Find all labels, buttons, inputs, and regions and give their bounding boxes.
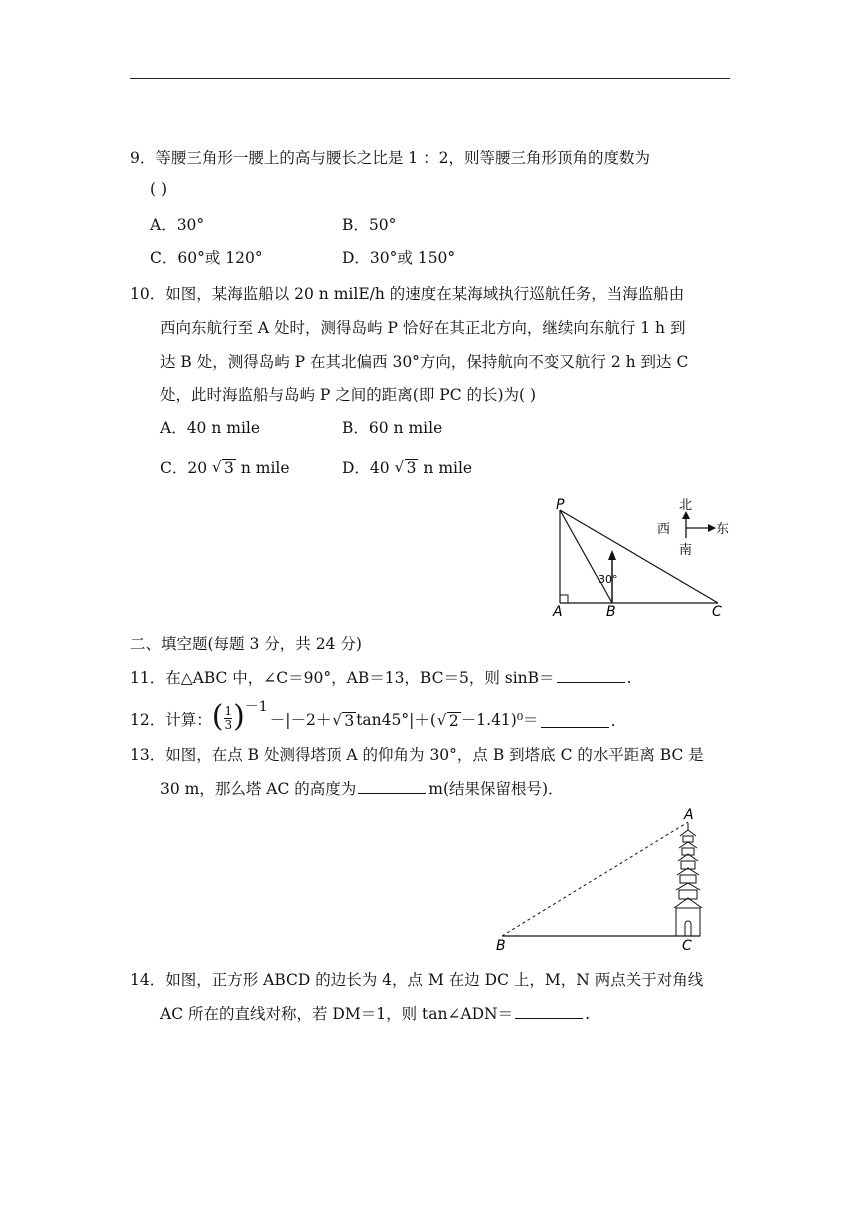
q9-option-d: D．30°或 150° [342,249,456,267]
sqrt-symbol: √ 3 [405,459,419,477]
q9-option-a: A．30° [150,216,205,234]
answer-blank [358,779,426,794]
angle-label: 30° [598,573,618,586]
point-b-label: B [606,604,616,620]
svg-text:北: 北 [679,498,693,513]
top-rule [130,78,730,79]
q10-stem-line4: 处，此时海监船与岛屿 P 之间的距离(即 PC 的长)为( ) [160,386,537,404]
q10-option-b: B．60 n mile [342,419,443,437]
q10-figure [540,492,740,622]
q14-stem-line2: AC 所在的直线对称，若 DM＝1，则 tan∠ADN＝ . [160,1005,591,1023]
q9-option-b: B．50° [342,216,397,234]
q9-option-c: C．60°或 120° [150,249,263,267]
answer-blank [557,668,625,683]
point-c-label: C [682,938,692,954]
sqrt-symbol: √ 3 [222,459,236,477]
section-heading: 二、填空题(每题 3 分，共 24 分) [130,635,362,653]
svg-text:南: 南 [679,543,693,558]
svg-text:西: 西 [657,522,671,537]
point-p-label: P [556,497,565,513]
point-b-label: B [496,938,506,954]
q10-option-c: C．20 √ 3 n mile [160,456,290,478]
point-c-label: C [712,604,722,620]
svg-text:东: 东 [716,522,730,537]
q9-answer-paren: ( ) [150,180,168,198]
q9-stem: 9．等腰三角形一腰上的高与腰长之比是 1 ：2，则等腰三角形顶角的度数为 [130,149,650,167]
q13-stem-line1: 13．如图，在点 B 处测得塔顶 A 的仰角为 30°，点 B 到塔底 C 的水平距离 BC 是 [130,746,704,764]
pagoda-icon [674,823,702,936]
q10-stem-line3: 达 B 处，测得岛屿 P 在其北偏西 30°方向，保持航向不变又航行 2 h 到达 C [160,353,689,371]
q10-stem-line1: 10．如图，某海监船以 20 n milE/h 的速度在某海域执行巡航任务，当海监船由 [130,285,685,303]
q13-figure [490,808,710,956]
answer-blank [541,713,609,728]
q12: 12．计算： ( $\frac{1}{3}$ ) －1 －|－2＋ √ 3 tan45°|＋( √ 2 －1.41)⁰＝ . [130,696,616,732]
q14-stem-line1: 14．如图，正方形 ABCD 的边长为 4，点 M 在边 DC 上，M，N 两点关于对角线 [130,971,704,989]
q10-option-a: A．40 n mile [160,419,261,437]
point-a-label: A [553,604,563,620]
point-a-label: A [684,808,694,823]
compass-icon [657,498,729,558]
q13-stem-line2: 30 m，那么塔 AC 的高度为 m(结果保留根号)． [160,780,564,798]
answer-blank [515,1004,583,1019]
q10-stem-line2: 西向东航行至 A 处时，测得岛屿 P 恰好在其正北方向，继续向东航行 1 h 到 [160,319,686,337]
q11: 11．在△ABC 中，∠C＝90°，AB＝13，BC＝5，则 sinB＝ . [130,669,632,687]
q10-option-d: D．40 √ 3 n mile [342,456,472,478]
